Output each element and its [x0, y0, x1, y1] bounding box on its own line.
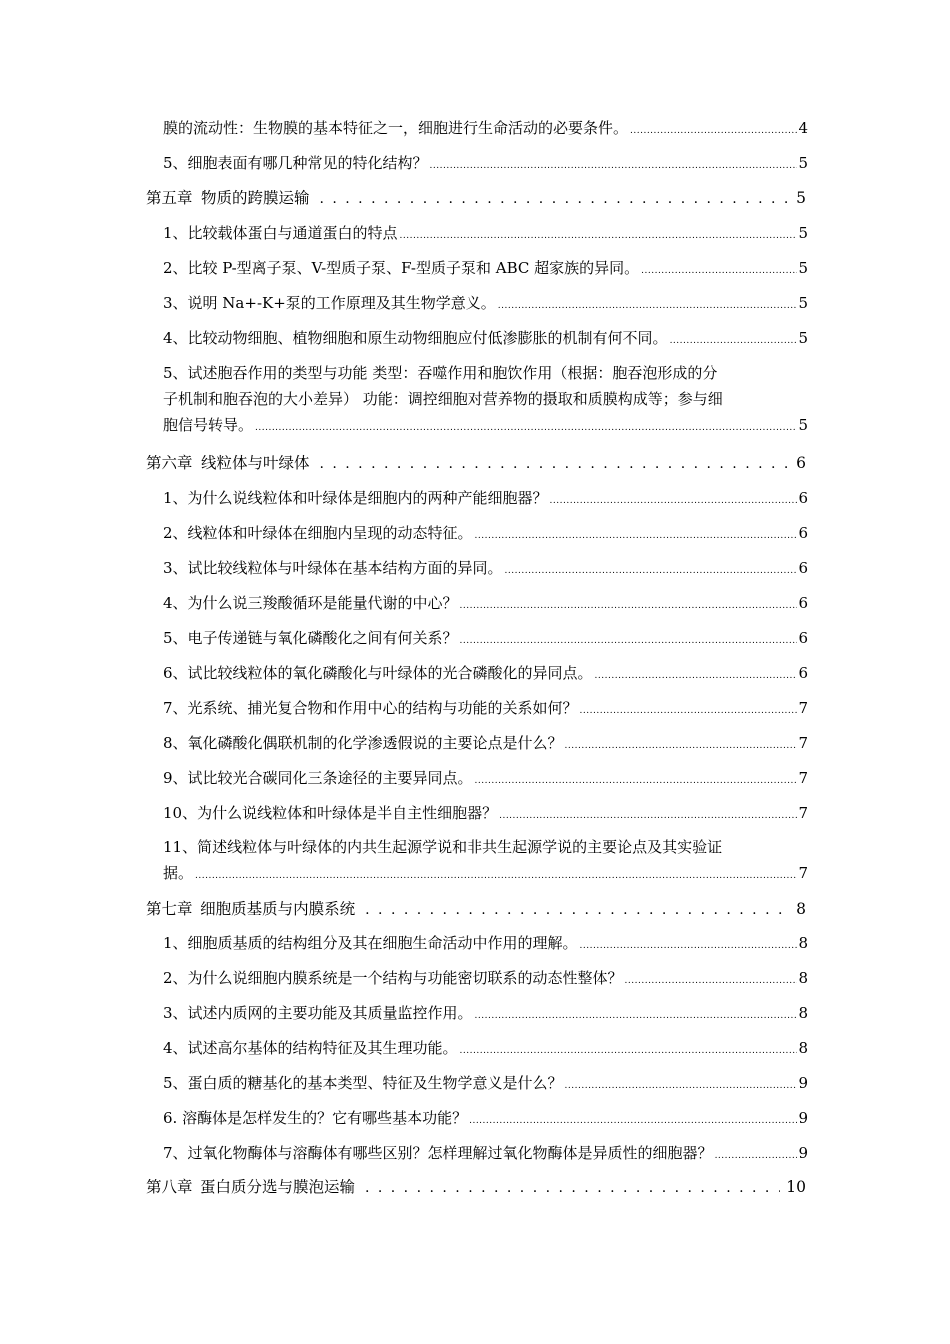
toc-entry-text-line2: 据。	[163, 864, 194, 882]
toc-page-number: 5	[798, 294, 808, 312]
toc-entry[interactable]	[163, 730, 808, 759]
toc-page-number: 9	[798, 1074, 808, 1092]
toc-page-number: 5	[798, 154, 808, 172]
toc-entry-text: 4、试述高尔基体的结构特征及其生理功能。	[163, 1039, 458, 1057]
toc-page-number: 6	[798, 559, 808, 577]
toc-entry-text: 6、试比较线粒体的氧化磷酸化与叶绿体的光合磷酸化的异同点。	[163, 664, 593, 682]
toc-chapter-6[interactable]	[146, 450, 806, 477]
toc-entry-text-line1: 11、简述线粒体与叶绿体的内共生起源学说和非共生起源学说的主要论点及其实验证	[163, 838, 723, 856]
toc-entry-text: 3、试比较线粒体与叶绿体在基本结构方面的异同。	[163, 559, 503, 577]
leader-dots	[400, 223, 798, 249]
toc-entry-text: 膜的流动性：生物膜的基本特征之一，细胞进行生命活动的必要条件。	[163, 119, 629, 137]
toc-page-number: 9	[798, 1144, 808, 1162]
toc-page-number: 9	[798, 1109, 808, 1127]
toc-page-number: 7	[798, 769, 808, 787]
leader-dots	[460, 628, 798, 654]
toc-page-number: 5	[798, 416, 808, 434]
toc-entry-text-line3: 胞信号转导。	[163, 416, 254, 434]
leader-dots	[670, 328, 798, 354]
chapter-title: 细胞质基质与内膜系统	[200, 900, 356, 918]
leader-dots	[565, 1073, 798, 1099]
toc-page-number: 6	[798, 524, 808, 542]
toc-entry-multiline[interactable]	[163, 834, 808, 889]
leader-dots	[475, 768, 798, 794]
toc-page-number: 6	[798, 489, 808, 507]
leader-dots	[580, 933, 798, 959]
toc-entry-text: 7、光系统、捕光复合物和作用中心的结构与功能的关系如何？	[163, 699, 578, 717]
toc-entry-text: 2、为什么说细胞内膜系统是一个结构与功能密切联系的动态性整体？	[163, 969, 623, 987]
toc-page-number: 8	[798, 1004, 808, 1022]
toc-entry-text: 6. 溶酶体是怎样发生的？它有哪些基本功能？	[163, 1109, 468, 1127]
toc-page-number: 6	[798, 664, 808, 682]
toc-entry-text: 4、比较动物细胞、植物细胞和原生动物细胞应付低渗膨胀的机制有何不同。	[163, 329, 668, 347]
toc-entry[interactable]	[163, 1070, 808, 1099]
leader-dots	[580, 698, 798, 724]
toc-page-number: 5	[798, 224, 808, 242]
leader-dots	[565, 733, 798, 759]
toc-entry[interactable]	[163, 555, 808, 584]
toc-chapter-5[interactable]	[146, 185, 806, 212]
leader-dots	[498, 293, 798, 319]
chapter-title: 蛋白质分选与膜泡运输	[199, 1178, 355, 1196]
toc-entry[interactable]	[163, 930, 808, 959]
toc-page-number: 7	[798, 864, 808, 882]
leader-dots	[469, 1108, 797, 1134]
leader-dots	[499, 803, 797, 829]
leader-dots	[365, 897, 790, 923]
leader-dots	[595, 663, 798, 689]
toc-entry[interactable]	[163, 965, 808, 994]
toc-page-number: 6	[798, 594, 808, 612]
toc-entry[interactable]	[163, 1035, 808, 1064]
toc-entry[interactable]	[163, 325, 808, 354]
toc-chapter-7[interactable]	[146, 896, 806, 923]
leader-dots	[641, 258, 797, 284]
toc-entry-text: 3、试述内质网的主要功能及其质量监控作用。	[163, 1004, 473, 1022]
leader-dots	[430, 153, 798, 179]
toc-entry[interactable]	[163, 290, 808, 319]
chapter-number: 第八章	[146, 1178, 193, 1196]
toc-entry[interactable]	[163, 150, 808, 179]
toc-entry[interactable]	[163, 1000, 808, 1029]
toc-entry-text: 1、为什么说线粒体和叶绿体是细胞内的两种产能细胞器？	[163, 489, 548, 507]
leader-dots	[195, 863, 797, 889]
toc-page-number: 5	[796, 189, 806, 207]
toc-entry[interactable]	[163, 660, 808, 689]
toc-entry-text: 4、为什么说三羧酸循环是能量代谢的中心？	[163, 594, 458, 612]
toc-entry-text: 1、比较载体蛋白与通道蛋白的特点	[163, 224, 398, 242]
leader-dots	[715, 1143, 798, 1169]
toc-entry[interactable]	[163, 1105, 808, 1134]
toc-entry[interactable]	[163, 485, 808, 514]
toc-entry[interactable]	[163, 115, 808, 144]
toc-entry-text: 1、细胞质基质的结构组分及其在细胞生命活动中作用的理解。	[163, 934, 578, 952]
toc-page-number: 8	[798, 969, 808, 987]
toc-page-number: 7	[798, 804, 808, 822]
toc-entry-text: 10、为什么说线粒体和叶绿体是半自主性细胞器？	[163, 804, 498, 822]
toc-entry-text-line1: 5、试述胞吞作用的类型与功能 类型：吞噬作用和胞饮作用（根据：胞吞泡形成的分	[163, 364, 718, 382]
chapter-title: 物质的跨膜运输	[200, 189, 310, 207]
toc-page-number: 8	[798, 1039, 808, 1057]
toc-chapter-8[interactable]	[146, 1174, 806, 1201]
toc-page-number: 7	[798, 734, 808, 752]
chapter-number: 第五章	[146, 189, 193, 207]
chapter-title: 线粒体与叶绿体	[200, 454, 310, 472]
toc-entry-text: 2、比较 P-型离子泵、V-型质子泵、F-型质子泵和 ABC 超家族的异同。	[163, 259, 640, 277]
leader-dots	[319, 186, 790, 212]
toc-entry[interactable]	[163, 590, 808, 619]
toc-page-number: 4	[798, 119, 808, 137]
toc-entry-text: 8、氧化磷酸化偶联机制的化学渗透假说的主要论点是什么？	[163, 734, 563, 752]
toc-entry[interactable]	[163, 695, 808, 724]
toc-entry-text: 3、说明 Na+-K+泵的工作原理及其生物学意义。	[163, 294, 496, 312]
toc-page-number: 6	[798, 629, 808, 647]
leader-dots	[460, 593, 798, 619]
toc-page-number: 5	[798, 259, 808, 277]
toc-entry-text: 2、线粒体和叶绿体在细胞内呈现的动态特征。	[163, 524, 473, 542]
leader-dots	[505, 558, 798, 584]
leader-dots	[625, 968, 798, 994]
toc-entry[interactable]	[163, 800, 808, 829]
toc-entry[interactable]	[163, 520, 808, 549]
toc-page-number: 8	[798, 934, 808, 952]
toc-entry-text: 9、试比较光合碳同化三条途径的主要异同点。	[163, 769, 473, 787]
toc-page-number: 7	[798, 699, 808, 717]
toc-entry[interactable]	[163, 765, 808, 794]
leader-dots	[475, 1003, 798, 1029]
chapter-number: 第六章	[146, 454, 193, 472]
leader-dots	[255, 415, 797, 441]
toc-entry-text: 5、细胞表面有哪几种常见的特化结构？	[163, 154, 428, 172]
toc-entry-text-line2: 子机制和胞吞泡的大小差异） 功能：调控细胞对营养物的摄取和质膜构成等；参与细	[163, 390, 723, 408]
toc-entry[interactable]	[163, 255, 808, 284]
leader-dots	[365, 1175, 780, 1201]
toc-page-number: 5	[798, 329, 808, 347]
leader-dots	[630, 118, 797, 144]
toc-entry-text: 7、过氧化物酶体与溶酶体有哪些区别？怎样理解过氧化物酶体是异质性的细胞器？	[163, 1144, 713, 1162]
leader-dots	[550, 488, 798, 514]
toc-entry-multiline[interactable]	[163, 360, 808, 441]
toc-page-number: 8	[796, 900, 806, 918]
toc-entry[interactable]	[163, 625, 808, 654]
toc-entry[interactable]	[163, 1140, 808, 1169]
toc-entry[interactable]	[163, 220, 808, 249]
leader-dots	[460, 1038, 798, 1064]
chapter-number: 第七章	[146, 900, 193, 918]
toc-entry-text: 5、电子传递链与氧化磷酸化之间有何关系？	[163, 629, 458, 647]
leader-dots	[319, 451, 790, 477]
leader-dots	[475, 523, 798, 549]
toc-entry-text: 5、蛋白质的糖基化的基本类型、特征及生物学意义是什么？	[163, 1074, 563, 1092]
toc-page-number: 6	[796, 454, 806, 472]
toc-page-number: 10	[786, 1178, 806, 1196]
